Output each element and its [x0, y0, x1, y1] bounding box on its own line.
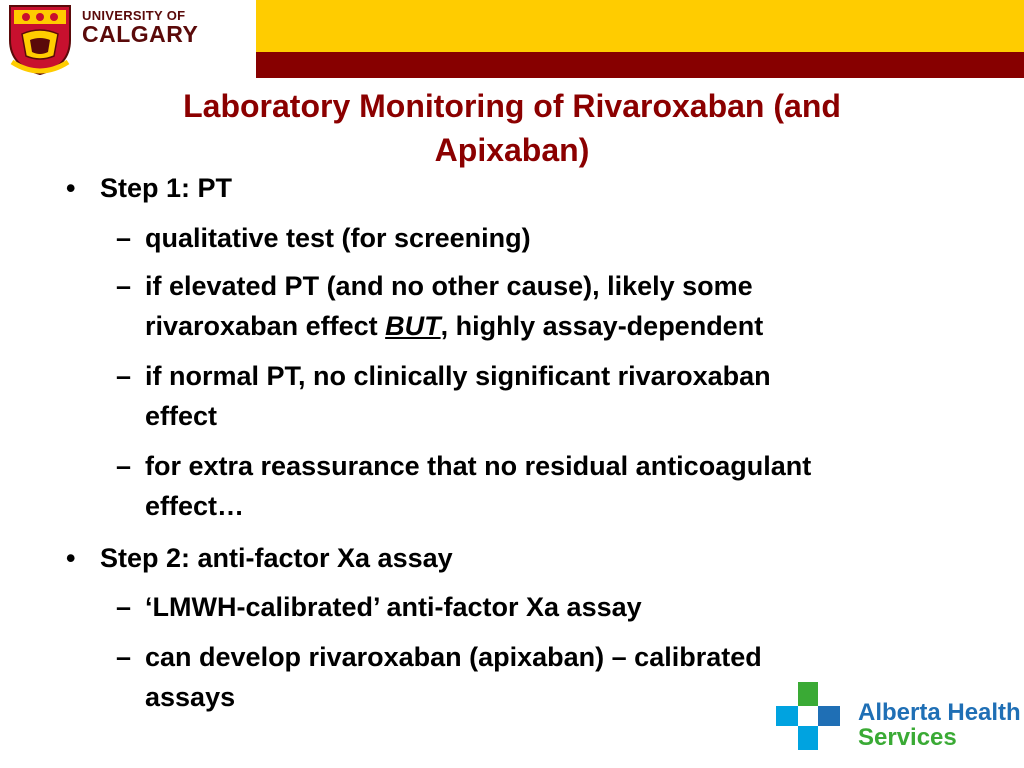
bullet-label: Step 2: anti-factor Xa assay	[100, 543, 453, 573]
dash-marker: –	[116, 361, 132, 391]
university-wordmark-big: CALGARY	[82, 21, 199, 47]
subitem-text-line2: assays	[145, 682, 236, 712]
dash-marker: –	[116, 271, 132, 301]
subitem-text-line1: can develop rivaroxaban (apixaban) – calibrated	[145, 642, 762, 672]
bullet-marker: •	[66, 173, 76, 203]
subitem-text-line2: effect	[145, 401, 218, 431]
ahs-wordmark-line1: Alberta Health	[858, 699, 1021, 726]
subitem-normal-pt	[0, 356, 1024, 436]
subitem-text-line2-pre: rivaroxaban effect	[145, 311, 386, 341]
ahs-wordmark	[858, 700, 1021, 750]
subitem-text: qualitative test (for screening)	[145, 223, 531, 253]
subitem-text-line2	[145, 306, 763, 346]
subitem-elevated-pt	[0, 266, 1024, 346]
subitem-qualitative	[0, 218, 1024, 258]
subitem-text-line1: if elevated PT (and no other cause), likely some	[145, 271, 753, 301]
subitem-text-line1: for extra reassurance that no residual anticoagulant	[145, 451, 812, 481]
ahs-wordmark-line2: Services	[858, 724, 957, 751]
bullet-step2	[0, 538, 1024, 578]
bullet-label: Step 1: PT	[100, 173, 233, 203]
subitem-text-line2-post: , highly assay-dependent	[440, 311, 764, 341]
dash-marker: –	[116, 592, 132, 622]
subitem-lmwh	[0, 587, 1024, 627]
subitem-reassurance	[0, 446, 1024, 526]
dash-marker: –	[116, 223, 132, 253]
dash-marker: –	[116, 451, 132, 481]
university-wordmark-small: UNIVERSITY OF	[82, 8, 186, 23]
subitem-text-line2: effect…	[145, 491, 245, 521]
emphasis-but: BUT	[385, 311, 441, 341]
subitem-text-line1: if normal PT, no clinically significant rivaroxaban	[145, 361, 771, 391]
dash-marker: –	[116, 642, 132, 672]
bullet-step1	[0, 168, 1024, 208]
bullet-marker: •	[66, 543, 76, 573]
slide-title-line1: Laboratory Monitoring of Rivaroxaban (and	[183, 88, 841, 124]
slide-title-line2: Apixaban)	[434, 132, 590, 168]
subitem-text: ‘LMWH-calibrated’ anti-factor Xa assay	[145, 592, 642, 622]
